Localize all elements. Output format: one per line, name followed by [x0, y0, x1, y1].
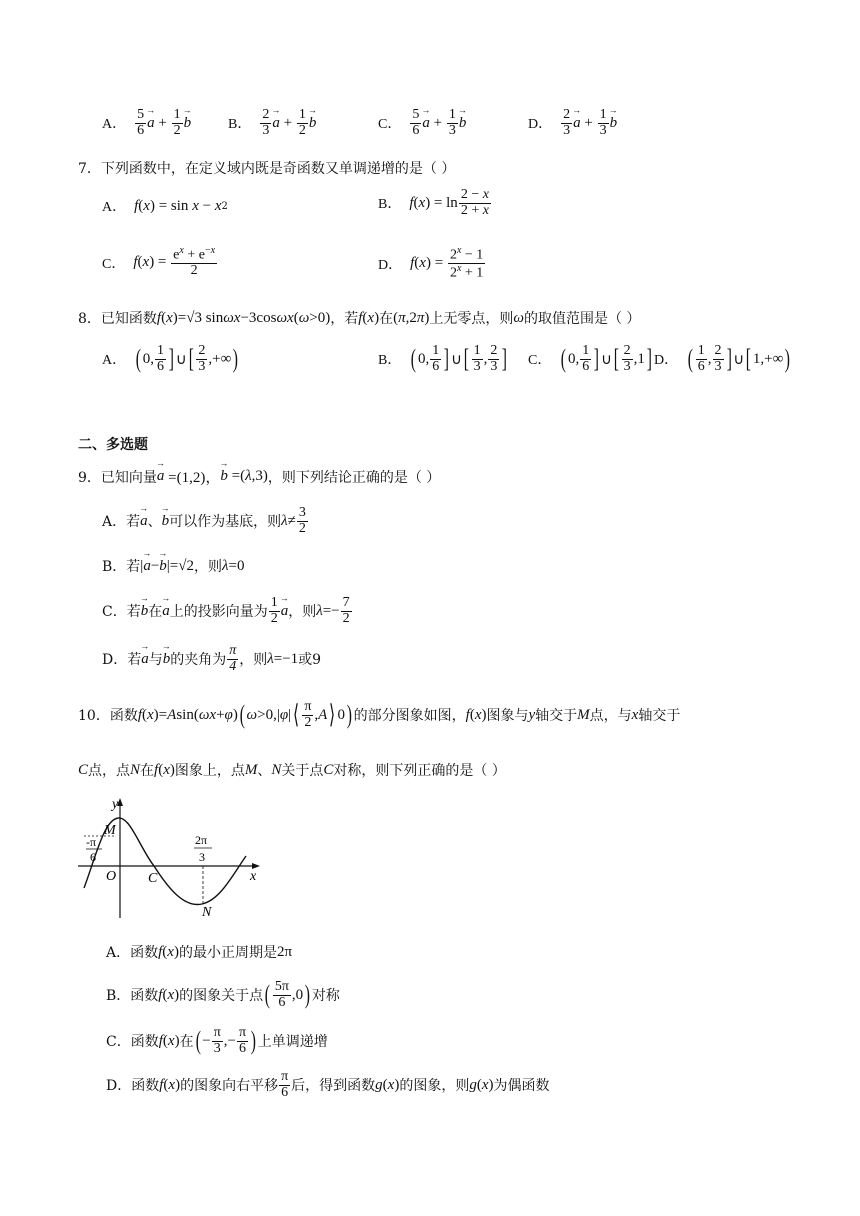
- q7-option-b: B． f ( x ) = ln $\frac{2 - x}{2 + x}$: [378, 187, 489, 218]
- section-heading: 二、多选题: [78, 437, 148, 453]
- q10-stem-line1: 10．函数 f ( x )= A sin( ωx + φ ) ( ω >0,| φ | ⟨ $\frac{\pi}{2}$ , A ⟩ 0 ) 的部分图象如图， f ( x ) 图象与 y 轴交于 M 点，与 x 轴交于: [78, 699, 681, 730]
- x-label: x: [250, 869, 257, 884]
- point-n-label: N: [202, 905, 212, 920]
- q10-option-a: A．函数 f ( x ) 的最小正周期是 2π: [106, 943, 293, 961]
- q9-stem: 9．已知向量 a → =(1,2)， b → =( λ ,3) ，则下列结论正确的是（ ）: [78, 466, 440, 487]
- q7-option-c: C． f ( x ) = $\frac{e^x + e^{-x}}{2}$: [102, 245, 216, 279]
- point-m-label: M: [104, 823, 116, 838]
- q10-stem-line2: C 点，点 N 在 f ( x ) 图象上，点 M 、 N 关于点 C 对称，则下列正确的是（ ）: [78, 761, 506, 779]
- q8-option-a: A． ( 0, $\frac{1}{6}$ ] ∪ [ $\frac{2}{3}$ ,+∞ ): [102, 343, 239, 374]
- point-c-label: C: [148, 871, 158, 886]
- tick-three: 3: [199, 850, 205, 864]
- q6-option-a: A． $\frac{5}{6}$ a → + $\frac{1}{2}$ b →: [102, 108, 191, 138]
- question-text: 7．下列函数中，在定义域内既是奇函数又单调递增的是（ ）: [78, 161, 456, 177]
- q8-option-b: B． ( 0, $\frac{1}{6}$ ] ∪ [ $\frac{1}{3}$ , $\frac{2}{3}$ ]: [378, 343, 508, 374]
- q6-option-d: D． $\frac{2}{3}$ a → + $\frac{1}{3}$ b →: [528, 108, 617, 138]
- function-graph: [76, 796, 266, 920]
- q9-option-d: D．若 a → 与 b → 的夹角为 $\frac{\pi}{4}$ ，则 λ =−1 或9: [102, 644, 321, 674]
- q6-option-c: C． $\frac{5}{6}$ a → + $\frac{1}{3}$ b →: [378, 108, 466, 138]
- q9-option-c: C．若 b → 在 a → 上的投影向量为 $\frac{1}{2}$ a → ，则 λ =− $\frac{7}{2}$: [102, 596, 353, 626]
- option-label: A．: [102, 117, 127, 133]
- q9-option-a: A．若 a → 、 b → 可以作为基底，则 λ ≠ $\frac{3}{2}$: [102, 506, 309, 536]
- q9-option-b: B．若 | a → − b → |=√2 ，则 λ =0: [102, 556, 244, 576]
- q7-option-d: D． f ( x ) = $\frac{2^x - 1}{2^x + 1}$: [378, 245, 484, 281]
- q8-option-d: D． ( $\frac{1}{6}$ , $\frac{2}{3}$ ] ∪ [ 1,+∞ ): [654, 343, 791, 374]
- q8-option-c: C． ( 0, $\frac{1}{6}$ ] ∪ [ $\frac{2}{3}$ ,1 ]: [528, 343, 652, 374]
- option-label: B．: [228, 117, 252, 133]
- tick-two-pi: 2π: [195, 833, 208, 847]
- q7-option-a: A． f ( x ) = sin x − x 2: [102, 197, 228, 215]
- q8-stem: 8．已知函数 f ( x )=√3 sin ωx −3cos ωx ( ω >0) ，若 f ( x ) 在 ( π ,2 π ) 上无零点，则 ω 的取值范围是（ ）: [78, 309, 641, 327]
- origin-label: O: [106, 869, 117, 884]
- q10-option-d: D．函数 f ( x ) 的图象向右平移 $\frac{\pi}{6}$ 后，得到函数 g ( x ) 的图象，则 g ( x ) 为偶函数: [106, 1069, 550, 1100]
- q6-option-b: B． $\frac{2}{3}$ a → + $\frac{1}{2}$ b →: [228, 108, 316, 138]
- tick-six: 6: [90, 850, 96, 864]
- q10-option-b: B．函数 f ( x ) 的图象关于点 ( $\frac{5\pi}{6}$ ,0 ) 对称: [106, 979, 340, 1010]
- option-label: C．: [378, 117, 402, 133]
- tick-neg-pi: -π: [86, 835, 97, 849]
- y-label: y: [112, 797, 119, 812]
- q10-option-c: C．函数 f ( x ) 在 ( − $\frac{\pi}{3}$ ,− $\frac{\pi}{6}$ ) 上单调递增: [106, 1025, 328, 1056]
- option-label: D．: [528, 117, 553, 133]
- q7-stem: [78, 158, 455, 178]
